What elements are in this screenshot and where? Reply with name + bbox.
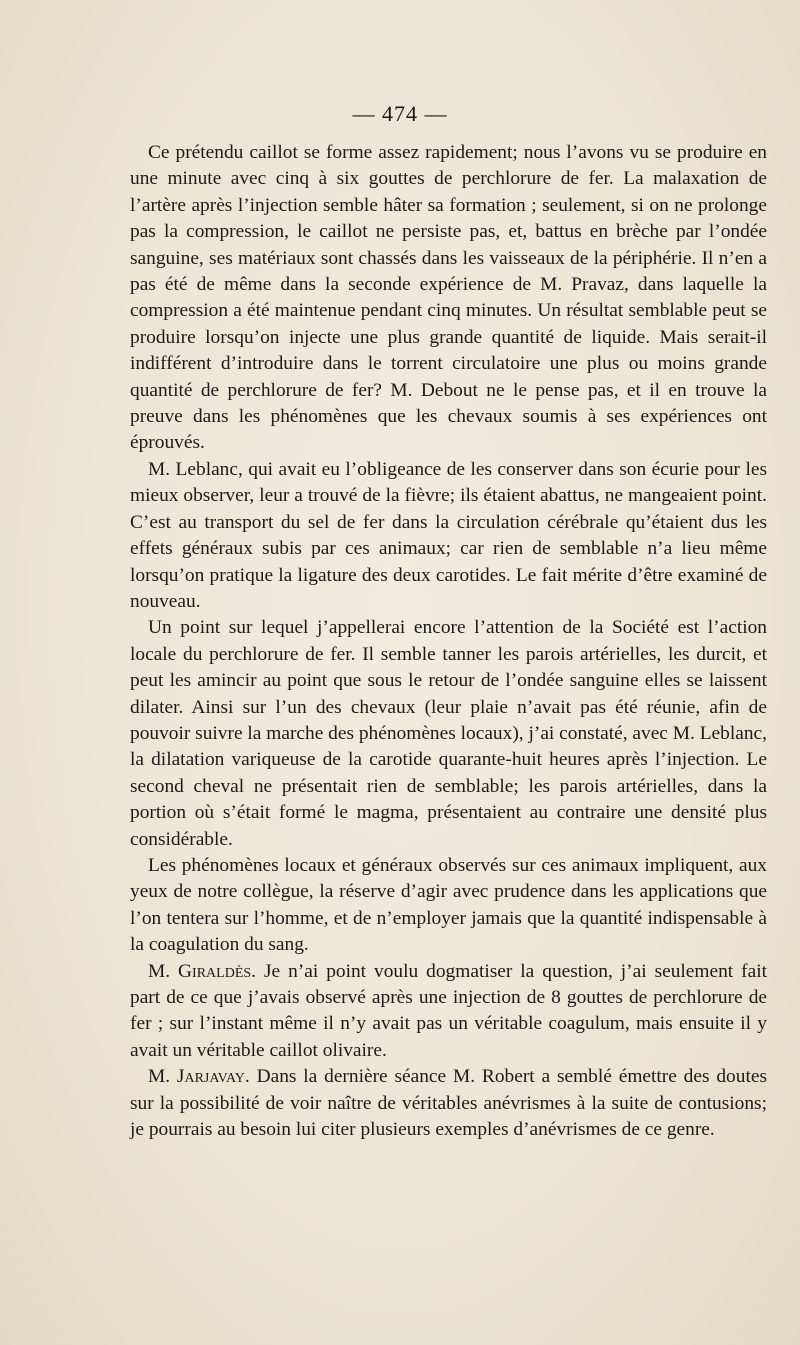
- paragraph-6: [130, 1064, 767, 1143]
- speaker-name: M. Giraldès.: [148, 960, 257, 982]
- paragraph-5: [130, 959, 767, 1065]
- paragraph-5-text: Je n’ai point voulu dogmatiser la question, j’ai seulement fait part de ce que j’avais observé après une injection de 8 gouttes de perchlorure de fer ; sur l’instant même il n’y avait pas un véritable coagulum, mais ensuite il y avait un véritable caillot olivaire.: [130, 960, 767, 1061]
- paragraph-4: Les phénomènes locaux et généraux observés sur ces animaux impliquent, aux yeux de notre collègue, la réserve d’agir avec prudence dans les applications que l’on tentera sur l’homme, et de n’employer jamais que la quantité indispensable à la coagulation du sang.: [130, 854, 767, 956]
- paragraph-3: Un point sur lequel j’appellerai encore l’attention de la Société est l’action locale du perchlorure de fer. Il semble tanner les parois artérielles, les durcit, et peut les amincir au point que sous le retour de l’ondée sanguine elles se laissent dilater. Ainsi sur l’un des chevaux (leur plaie n’avait pas été réunie, afin de pouvoir suivre la marche des phénomènes locaux), j’ai constaté, avec M. Leblanc, la dilatation variqueuse de la carotide quarante-huit heures après l’injection. Le second cheval ne présentait rien de semblable; les parois artérielles, dans la portion où s’était formé le magma, présentaient au contraire une densité plus considérable.: [130, 617, 767, 850]
- paragraph-6-text: Dans la dernière séance M. Robert a semblé émettre des doutes sur la possibilité de voir naître de véritables anévrismes à la suite de contusions; je pourrais au besoin lui citer plusieurs exemples d’anévrismes de ce genre.: [130, 1066, 767, 1141]
- speaker-name: M. Jarjavay.: [148, 1066, 250, 1088]
- body-text: [130, 140, 767, 1143]
- page-number: — 474 —: [352, 101, 448, 126]
- paragraph-1: Ce prétendu caillot se forme assez rapidement; nous l’avons vu se produire en une minute avec cinq à six gouttes de perchlorure de fer. La malaxation de l’artère après l’injection semble hâter sa formation ; seulement, si on ne prolonge pas la compression, le caillot ne persiste pas, et, battus en brèche par l’ondée sanguine, ses matériaux sont chassés dans les vaisseaux de la périphérie. Il n’en a pas été de même dans la seconde expérience de M. Pravaz, dans laquelle la compression a été maintenue pendant cinq minutes. Un résultat semblable peut se produire lorsqu’on injecte une plus grande quantité de liquide. Mais serait-il indifférent d’introduire dans le torrent circulatoire une plus ou moins grande quantité de perchlorure de fer? M. Debout ne le pense pas, et il en trouve la preuve dans les phénomènes que les chevaux soumis à ses expériences ont éprouvés.: [130, 142, 767, 454]
- paragraph-2: M. Leblanc, qui avait eu l’obligeance de les conserver dans son écurie pour les mieux observer, leur a trouvé de la fièvre; ils étaient abattus, ne mangeaient point. C’est au transport du sel de fer dans la circulation cérébrale qu’étaient dus les effets généraux subis par ces animaux; car rien de semblable n’a lieu même lorsqu’on pratique la ligature des deux carotides. Le fait mérite d’être examiné de nouveau.: [130, 458, 767, 612]
